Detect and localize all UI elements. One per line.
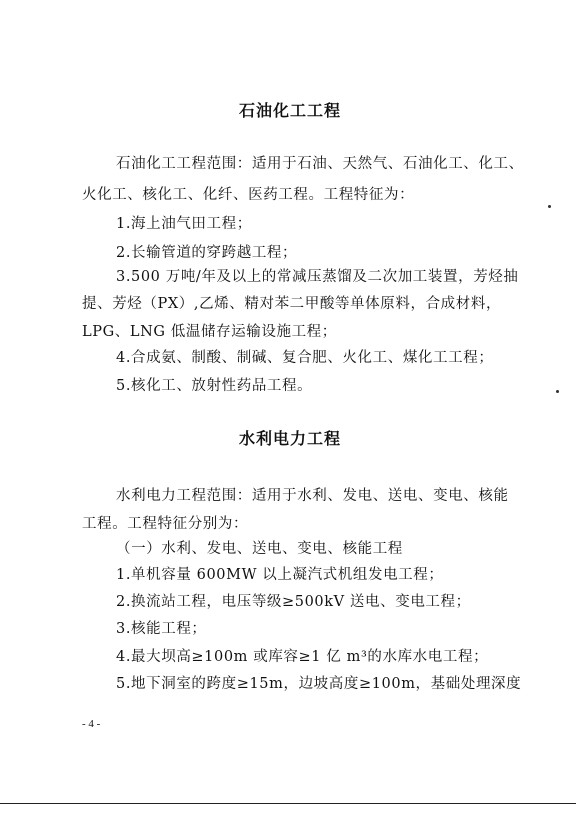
page-number: - 4 - <box>82 718 101 730</box>
paragraph-line: 水利电力工程范围：适用于水利、发电、送电、变电、核能 <box>116 488 509 504</box>
footer-rule <box>0 803 576 804</box>
list-item-continued: LPG、LNG 低温储存运输设施工程； <box>82 324 337 340</box>
paragraph-line: 工程。工程特征分别为： <box>82 516 249 532</box>
list-item-continued: 提、芳烃（PX）,乙烯、精对苯二甲酸等单体原料，合成材料， <box>82 296 502 312</box>
list-item: 2.换流站工程，电压等级≥500kV 送电、变电工程； <box>116 594 471 610</box>
list-item: 1.海上油气田工程； <box>116 216 252 232</box>
scan-speck <box>556 390 559 393</box>
list-item: 5.核化工、放射性药品工程。 <box>116 378 313 394</box>
list-item: 2.长输管道的穿跨越工程； <box>116 245 298 261</box>
paragraph-line: 石油化工工程范围：适用于石油、天然气、石油化工、化工、 <box>116 156 524 172</box>
section-heading-hydro-power: 水利电力工程 <box>238 429 341 448</box>
list-item: 1.单机容量 600MW 以上凝汽式机组发电工程； <box>116 567 444 583</box>
list-item: 4.最大坝高≥100m 或库容≥1 亿 m³的水库水电工程； <box>116 649 489 665</box>
list-item: 3.核能工程； <box>116 621 207 637</box>
list-item: 5.地下洞室的跨度≥15m，边坡高度≥100m，基础处理深度 <box>116 676 522 692</box>
list-item: 4.合成氨、制酸、制碱、复合肥、火化工、煤化工工程； <box>116 350 494 366</box>
list-item: 3.500 万吨/年及以上的常减压蒸馏及二次加工装置，芳烃抽 <box>116 269 519 285</box>
paragraph-line: 火化工、核化工、化纤、医药工程。工程特征为： <box>82 187 415 203</box>
subsection-heading: （一）水利、发电、送电、变电、核能工程 <box>116 541 403 557</box>
section-heading-petrochemical: 石油化工工程 <box>238 101 341 120</box>
scan-speck <box>548 205 551 208</box>
